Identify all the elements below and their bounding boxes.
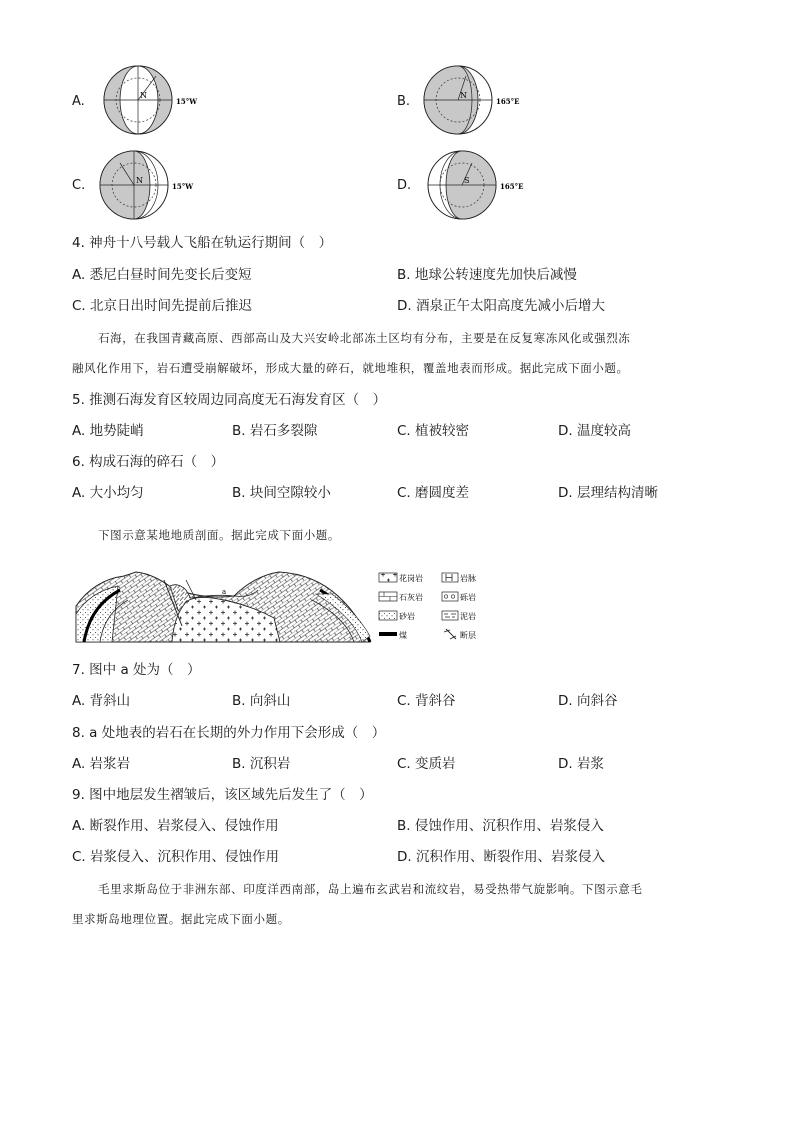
q6-stem: 6. 构成石海的碎石（ ）	[72, 454, 225, 470]
q7-option-d: D. 向斜谷	[558, 693, 618, 709]
globe-a-pole: N	[140, 91, 147, 100]
legend-granite	[379, 573, 423, 583]
legend-mudstone-label: 泥岩	[460, 612, 476, 621]
legend-granite-label: 花岗岩	[399, 574, 423, 583]
globe-c	[96, 147, 216, 227]
globe-d	[424, 147, 544, 227]
globe-a	[100, 62, 220, 142]
globe-c-longitude: 15°W	[172, 182, 194, 191]
q7-option-a: A. 背斜山	[72, 693, 131, 709]
option-a-label: A.	[72, 94, 85, 109]
option-d-label: D.	[397, 178, 412, 193]
q9-option-b: B. 侵蚀作用、沉积作用、岩浆侵入	[397, 818, 604, 834]
q6-option-d: D. 层理结构清晰	[558, 485, 658, 501]
globe-b-longitude: 165°E	[496, 97, 520, 106]
legend-mudstone	[442, 611, 476, 621]
q8-option-c: C. 变质岩	[397, 756, 456, 772]
q6-option-a: A. 大小均匀	[72, 485, 144, 501]
passage-2: 下图示意某地地质剖面。据此完成下面小题。	[98, 528, 340, 542]
q7-option-b: B. 向斜山	[232, 693, 291, 709]
option-c-label: C.	[72, 178, 86, 193]
q9-option-a: A. 断裂作用、岩浆侵入、侵蚀作用	[72, 818, 279, 834]
option-b-label: B.	[397, 94, 411, 109]
globe-d-longitude: 165°E	[500, 182, 524, 191]
globe-a-longitude: 15°W	[176, 97, 198, 106]
legend-fault-label: 断层	[460, 631, 476, 640]
q4-stem: 4. 神舟十八号载人飞船在轨运行期间（ ）	[72, 235, 333, 251]
q8-option-a: A. 岩浆岩	[72, 756, 131, 772]
q5-stem: 5. 推测石海发育区较周边同高度无石海发育区（ ）	[72, 392, 387, 408]
legend-sandstone	[379, 611, 415, 621]
passage-3-line-1: 毛里求斯岛位于非洲东部、印度洋西南部，岛上遍布玄武岩和流纹岩，易受热带气旋影响。下图示意毛	[98, 882, 643, 896]
passage-1-line-1: 石海，在我国青藏高原、西部高山及大兴安岭北部冻土区均有分布，主要是在反复寒冻风化或强烈冻	[98, 331, 631, 345]
q6-option-c: C. 磨圆度差	[397, 485, 470, 501]
q8-stem: 8. a 处地表的岩石在长期的外力作用下会形成（ ）	[72, 725, 386, 741]
legend-limestone	[379, 592, 423, 602]
geologic-cross-section	[74, 566, 374, 646]
passage-3-line-2: 里求斯岛地理位置。据此完成下面小题。	[72, 912, 290, 926]
legend-conglomerate	[442, 592, 476, 602]
q6-option-b: B. 块间空隙较小	[232, 485, 331, 501]
q7-option-c: C. 背斜谷	[397, 693, 456, 709]
q9-option-d: D. 沉积作用、断裂作用、岩浆侵入	[397, 849, 605, 865]
diagram-label-a: a	[222, 588, 227, 596]
q9-option-c: C. 岩浆侵入、沉积作用、侵蚀作用	[72, 849, 280, 865]
legend-sandstone-label: 砂岩	[399, 612, 415, 621]
legend-coal	[379, 630, 407, 640]
legend-coal-label: 煤	[399, 631, 407, 640]
globe-b	[420, 62, 540, 142]
q5-option-d: D. 温度较高	[558, 423, 631, 439]
q4-option-d: D. 酒泉正午太阳高度先减小后增大	[397, 298, 605, 314]
q5-option-b: B. 岩石多裂隙	[232, 423, 318, 439]
legend-vein	[442, 573, 476, 583]
q5-option-a: A. 地势陡峭	[72, 423, 144, 439]
legend-conglomerate-label: 砾岩	[460, 593, 476, 602]
globe-d-pole: S	[464, 176, 470, 185]
globe-c-pole: N	[136, 176, 143, 185]
legend-fault	[444, 629, 476, 640]
legend-vein-label: 岩脉	[460, 574, 476, 583]
passage-1-line-2: 融风化作用下，岩石遭受崩解破坏，形成大量的碎石，就地堆积，覆盖地表而形成。据此完成下面小题。	[72, 361, 629, 375]
q7-stem: 7. 图中 a 处为（ ）	[72, 662, 201, 678]
globe-b-pole: N	[460, 91, 467, 100]
legend-limestone-label: 石灰岩	[399, 593, 423, 602]
q8-option-d: D. 岩浆	[558, 756, 604, 772]
q4-option-a: A. 悉尼白昼时间先变长后变短	[72, 267, 252, 283]
q5-option-c: C. 植被较密	[397, 423, 470, 439]
q4-option-c: C. 北京日出时间先提前后推迟	[72, 298, 253, 314]
q9-stem: 9. 图中地层发生褶皱后，该区域先后发生了（ ）	[72, 787, 373, 803]
q8-option-b: B. 沉积岩	[232, 756, 291, 772]
legend	[378, 572, 498, 646]
q4-option-b: B. 地球公转速度先加快后减慢	[397, 267, 577, 283]
